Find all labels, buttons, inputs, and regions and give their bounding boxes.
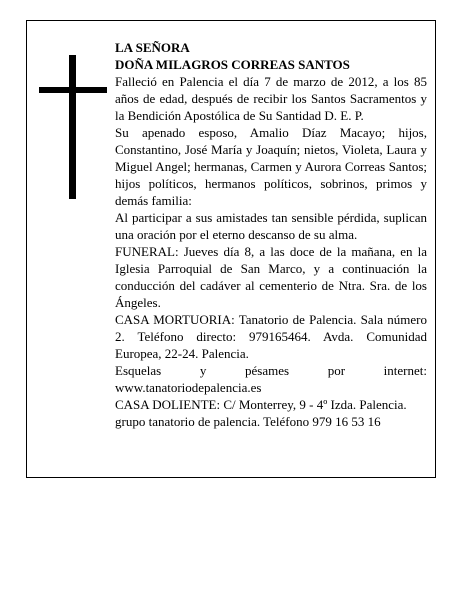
notice-title: LA SEÑORA [115,40,190,55]
deceased-name: DOÑA MILAGROS CORREAS SANTOS [115,57,350,72]
death-announcement: Falleció en Palencia el día 7 de marzo de 2012, a los 85 años de edad, después de recibir los Santos Sacramentos y la Bendición Apostólica de Su Santidad D. E. P. [115,74,427,123]
prayer-request: Al participar a sus amistades tan sensible pérdida, suplican una oración por el eterno descanso de su alma. [115,210,427,242]
funeral-home-contact: grupo tanatorio de palencia. Teléfono 979 16 53 16 [115,414,381,429]
latin-cross-icon [39,55,107,199]
mortuary-details: CASA MORTUORIA: Tanatorio de Palencia. Sala número 2. Teléfono directo: 979165464. Avda. Comunidad Europea, 22-24. Palencia. [115,312,427,361]
notice-text-block [115,39,427,430]
cross-horizontal-bar [39,87,107,93]
obituary-notice [26,20,436,478]
funeral-details: FUNERAL: Jueves día 8, a las doce de la mañana, en la Iglesia Parroquial de San Marco, y a continuación la conducción del cadáver al cementerio de Ntra. Sra. de los Ángeles. [115,244,427,310]
online-condolences: Esquelas y pésames por internet: www.tanatoriodepalencia.es [115,363,427,395]
family-list: Su apenado esposo, Amalio Díaz Macayo; hijos, Constantino, José María y Joaquín; nietos, Violeta, Laura y Miguel Angel; hermanas, Carmen y Aurora Correas Santos; hijos políticos, hermanos políticos, sobrinos, primos y demás familia: [115,125,427,208]
cross-vertical-bar [69,55,76,199]
family-home-address: CASA DOLIENTE: C/ Monterrey, 9 - 4º Izda. Palencia. [115,397,407,412]
